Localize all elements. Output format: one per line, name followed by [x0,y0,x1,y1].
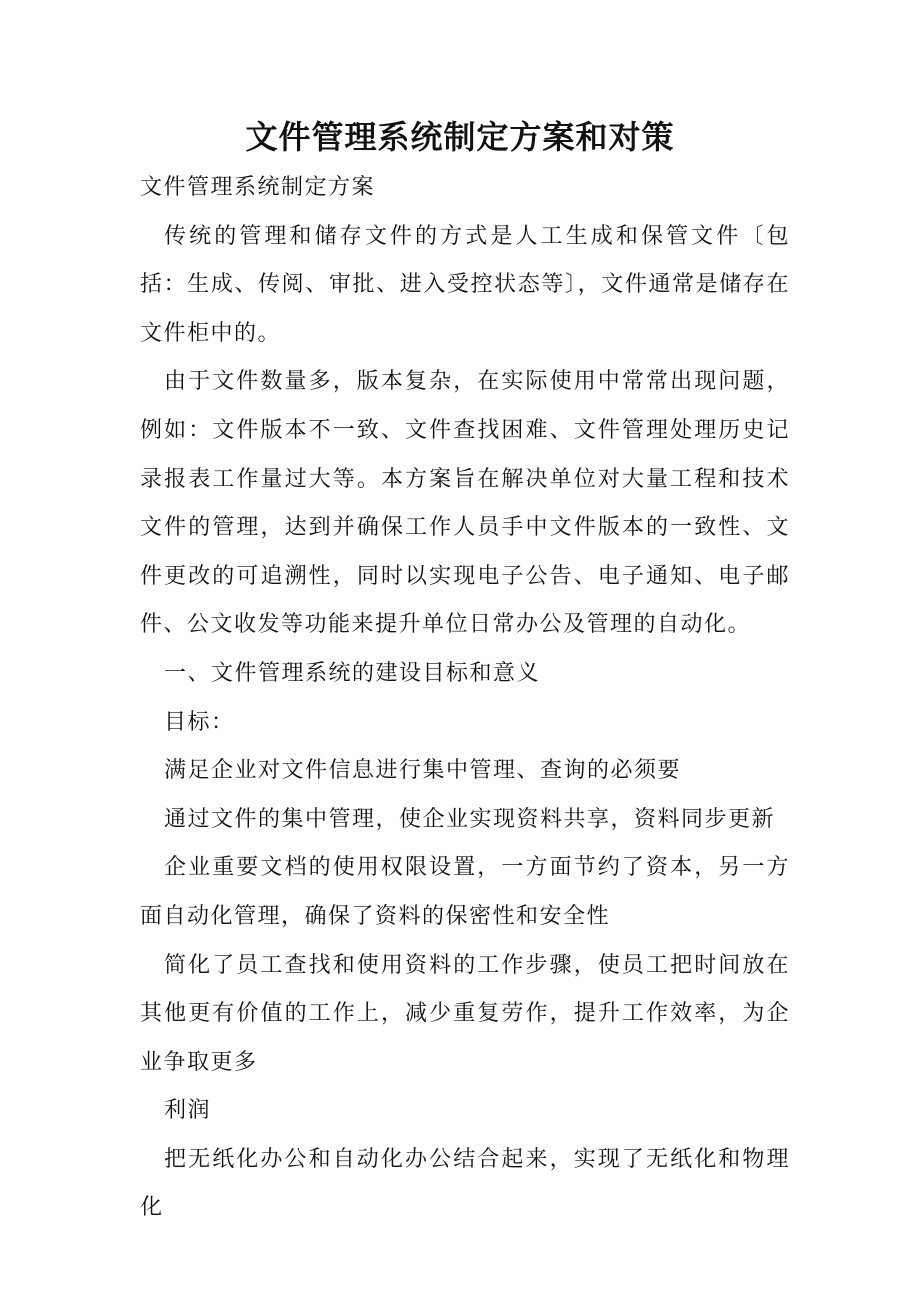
paragraph: 由于文件数量多，版本复杂，在实际使用中常常出现问题，例如：文件版本不一致、文件查找困难、文件管理处理历史记录报表工作量过大等。本方案旨在解决单位对大量工程和技术文件的管理，达到并确保工作人员手中文件版本的一致性、文件更改的可追溯性，同时以实现电子公告、电子通知、电子邮件、公文收发等功能来提升单位日常办公及管理的自动化。 [140,369,790,638]
section-heading: 文件管理系统制定方案 [140,175,376,200]
list-item: 把无纸化办公和自动化办公结合起来，实现了无纸化和物理化 [140,1146,790,1221]
list-item: 简化了员工查找和使用资料的工作步骤，使员工把时间放在其他更有价值的工作上，减少重复劳作，提升工作效率，为企业争取更多 [140,952,790,1075]
document-body [140,164,790,1233]
paragraph: 传统的管理和储存文件的方式是人工生成和保管文件〔包括：生成、传阅、审批、进入受控状态等〕，文件通常是储存在文件柜中的。 [140,223,790,346]
list-item: 满足企业对文件信息进行集中管理、查询的必须要 [164,758,682,784]
list-item: 通过文件的集中管理，使企业实现资料共享，资料同步更新 [164,806,776,832]
section-heading: 一、文件管理系统的建设目标和意义 [164,660,541,686]
list-item: 企业重要文档的使用权限设置，一方面节约了资本，另一方面自动化管理，确保了资料的保密性和安全性 [140,855,790,929]
document-title: 文件管理系统制定方案和对策 [245,118,675,156]
list-item: 利润 [164,1098,212,1124]
subheading: 目标： [164,709,235,735]
